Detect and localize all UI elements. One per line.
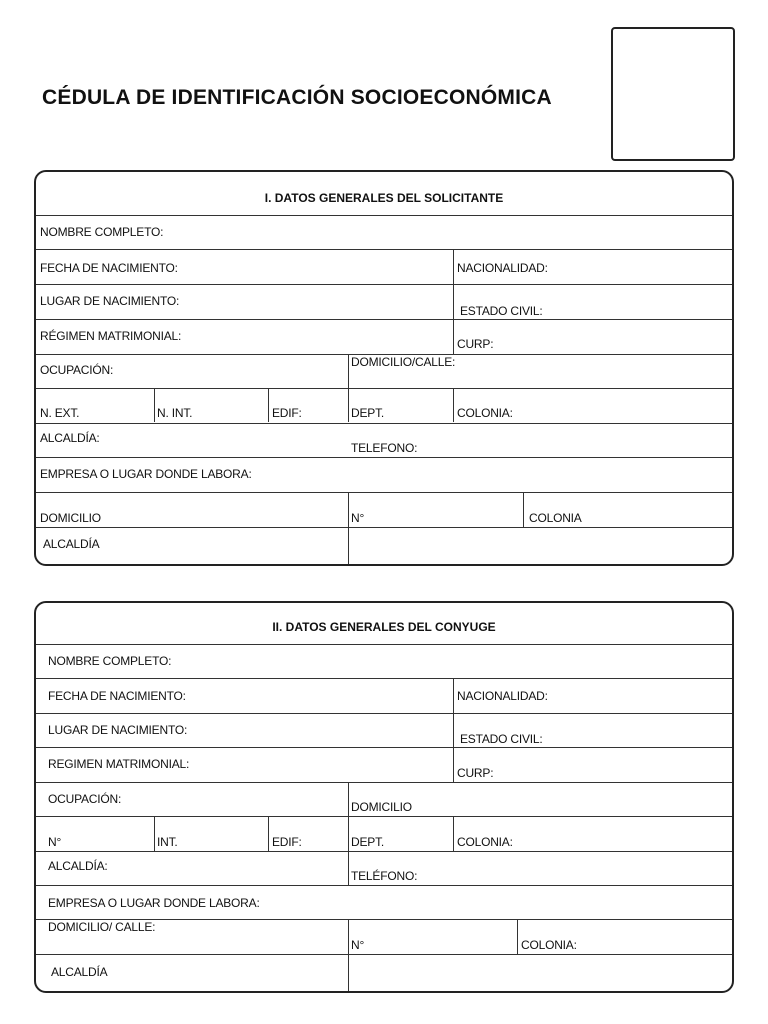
row-divider xyxy=(36,527,732,528)
label-estado-civil: ESTADO CIVIL: xyxy=(460,732,543,746)
label-curp: CURP: xyxy=(457,337,494,351)
label-int: INT. xyxy=(157,835,178,849)
label-nombre: NOMBRE COMPLETO: xyxy=(48,654,172,668)
label-ocupacion: OCUPACIÓN: xyxy=(48,792,122,806)
col-divider xyxy=(523,492,524,527)
col-divider xyxy=(268,816,269,851)
row-divider xyxy=(36,423,732,424)
label-alcaldia-empresa: ALCALDÍA xyxy=(51,965,108,979)
col-divider xyxy=(348,919,349,991)
label-numero: N° xyxy=(48,835,62,849)
col-divider xyxy=(348,492,349,566)
label-curp: CURP: xyxy=(457,766,494,780)
document-title: CÉDULA DE IDENTIFICACIÓN SOCIOECONÓMICA xyxy=(42,86,552,109)
label-n-ext: N. EXT. xyxy=(40,406,80,420)
row-divider xyxy=(36,492,732,493)
col-divider xyxy=(453,816,454,851)
row-divider xyxy=(36,747,732,748)
col-divider xyxy=(348,354,349,422)
label-numero-empresa: N° xyxy=(351,938,365,952)
row-divider xyxy=(36,388,732,389)
row-divider xyxy=(36,954,732,955)
label-estado-civil: ESTADO CIVIL: xyxy=(460,304,543,318)
col-divider xyxy=(268,388,269,422)
label-edif: EDIF: xyxy=(272,406,302,420)
photo-box xyxy=(611,27,735,161)
row-divider xyxy=(36,816,732,817)
label-empresa: EMPRESA O LUGAR DONDE LABORA: xyxy=(48,896,260,910)
label-dept: DEPT. xyxy=(351,406,385,420)
label-nacionalidad: NACIONALIDAD: xyxy=(457,689,548,703)
label-n-int: N. INT. xyxy=(157,406,193,420)
label-fecha-nacimiento: FECHA DE NACIMIENTO: xyxy=(48,689,186,703)
section-conyuge xyxy=(34,601,734,993)
col-divider xyxy=(453,678,454,782)
col-divider xyxy=(348,782,349,885)
row-divider xyxy=(36,319,732,320)
label-alcaldia: ALCALDÍA: xyxy=(40,431,100,445)
label-nombre: NOMBRE COMPLETO: xyxy=(40,225,164,239)
section-heading: II. DATOS GENERALES DEL CONYUGE xyxy=(272,620,496,634)
section-solicitante xyxy=(34,170,734,566)
row-divider xyxy=(36,851,732,852)
label-alcaldia-empresa: ALCALDÍA xyxy=(43,537,100,551)
row-divider xyxy=(36,678,732,679)
label-colonia: COLONIA: xyxy=(457,406,513,420)
label-empresa: EMPRESA O LUGAR DONDE LABORA: xyxy=(40,467,252,481)
col-divider xyxy=(154,816,155,851)
label-domicilio-calle: DOMICILIO/ CALLE: xyxy=(48,920,156,934)
label-edif: EDIF: xyxy=(272,835,302,849)
row-divider xyxy=(36,284,732,285)
label-colonia-empresa: COLONIA: xyxy=(521,938,577,952)
col-divider xyxy=(453,249,454,354)
row-divider xyxy=(36,457,732,458)
label-dept: DEPT. xyxy=(351,835,385,849)
row-divider xyxy=(36,713,732,714)
col-divider xyxy=(517,919,518,954)
label-telefono: TELEFONO: xyxy=(351,441,418,455)
label-lugar-nacimiento: LUGAR DE NACIMIENTO: xyxy=(40,294,180,308)
label-domicilio-calle: DOMICILIO/CALLE: xyxy=(351,355,456,369)
col-divider xyxy=(453,388,454,422)
label-fecha-nacimiento: FECHA DE NACIMIENTO: xyxy=(40,261,178,275)
label-domicilio: DOMICILIO xyxy=(351,800,412,814)
label-colonia-empresa: COLONIA xyxy=(529,511,582,525)
row-divider xyxy=(36,782,732,783)
row-divider xyxy=(36,215,732,216)
label-alcaldia: ALCALDÍA: xyxy=(48,859,108,873)
label-regimen: RÉGIMEN MATRIMONIAL: xyxy=(40,329,182,343)
label-domicilio: DOMICILIO xyxy=(40,511,101,525)
col-divider xyxy=(154,388,155,422)
label-regimen: REGIMEN MATRIMONIAL: xyxy=(48,757,190,771)
section-heading: I. DATOS GENERALES DEL SOLICITANTE xyxy=(264,191,504,205)
label-colonia: COLONIA: xyxy=(457,835,513,849)
row-divider xyxy=(36,885,732,886)
label-nacionalidad: NACIONALIDAD: xyxy=(457,261,548,275)
row-divider xyxy=(36,249,732,250)
label-telefono: TELÉFONO: xyxy=(351,869,418,883)
label-numero: N° xyxy=(351,511,365,525)
label-ocupacion: OCUPACIÓN: xyxy=(40,363,114,377)
row-divider xyxy=(36,644,732,645)
label-lugar-nacimiento: LUGAR DE NACIMIENTO: xyxy=(48,723,188,737)
